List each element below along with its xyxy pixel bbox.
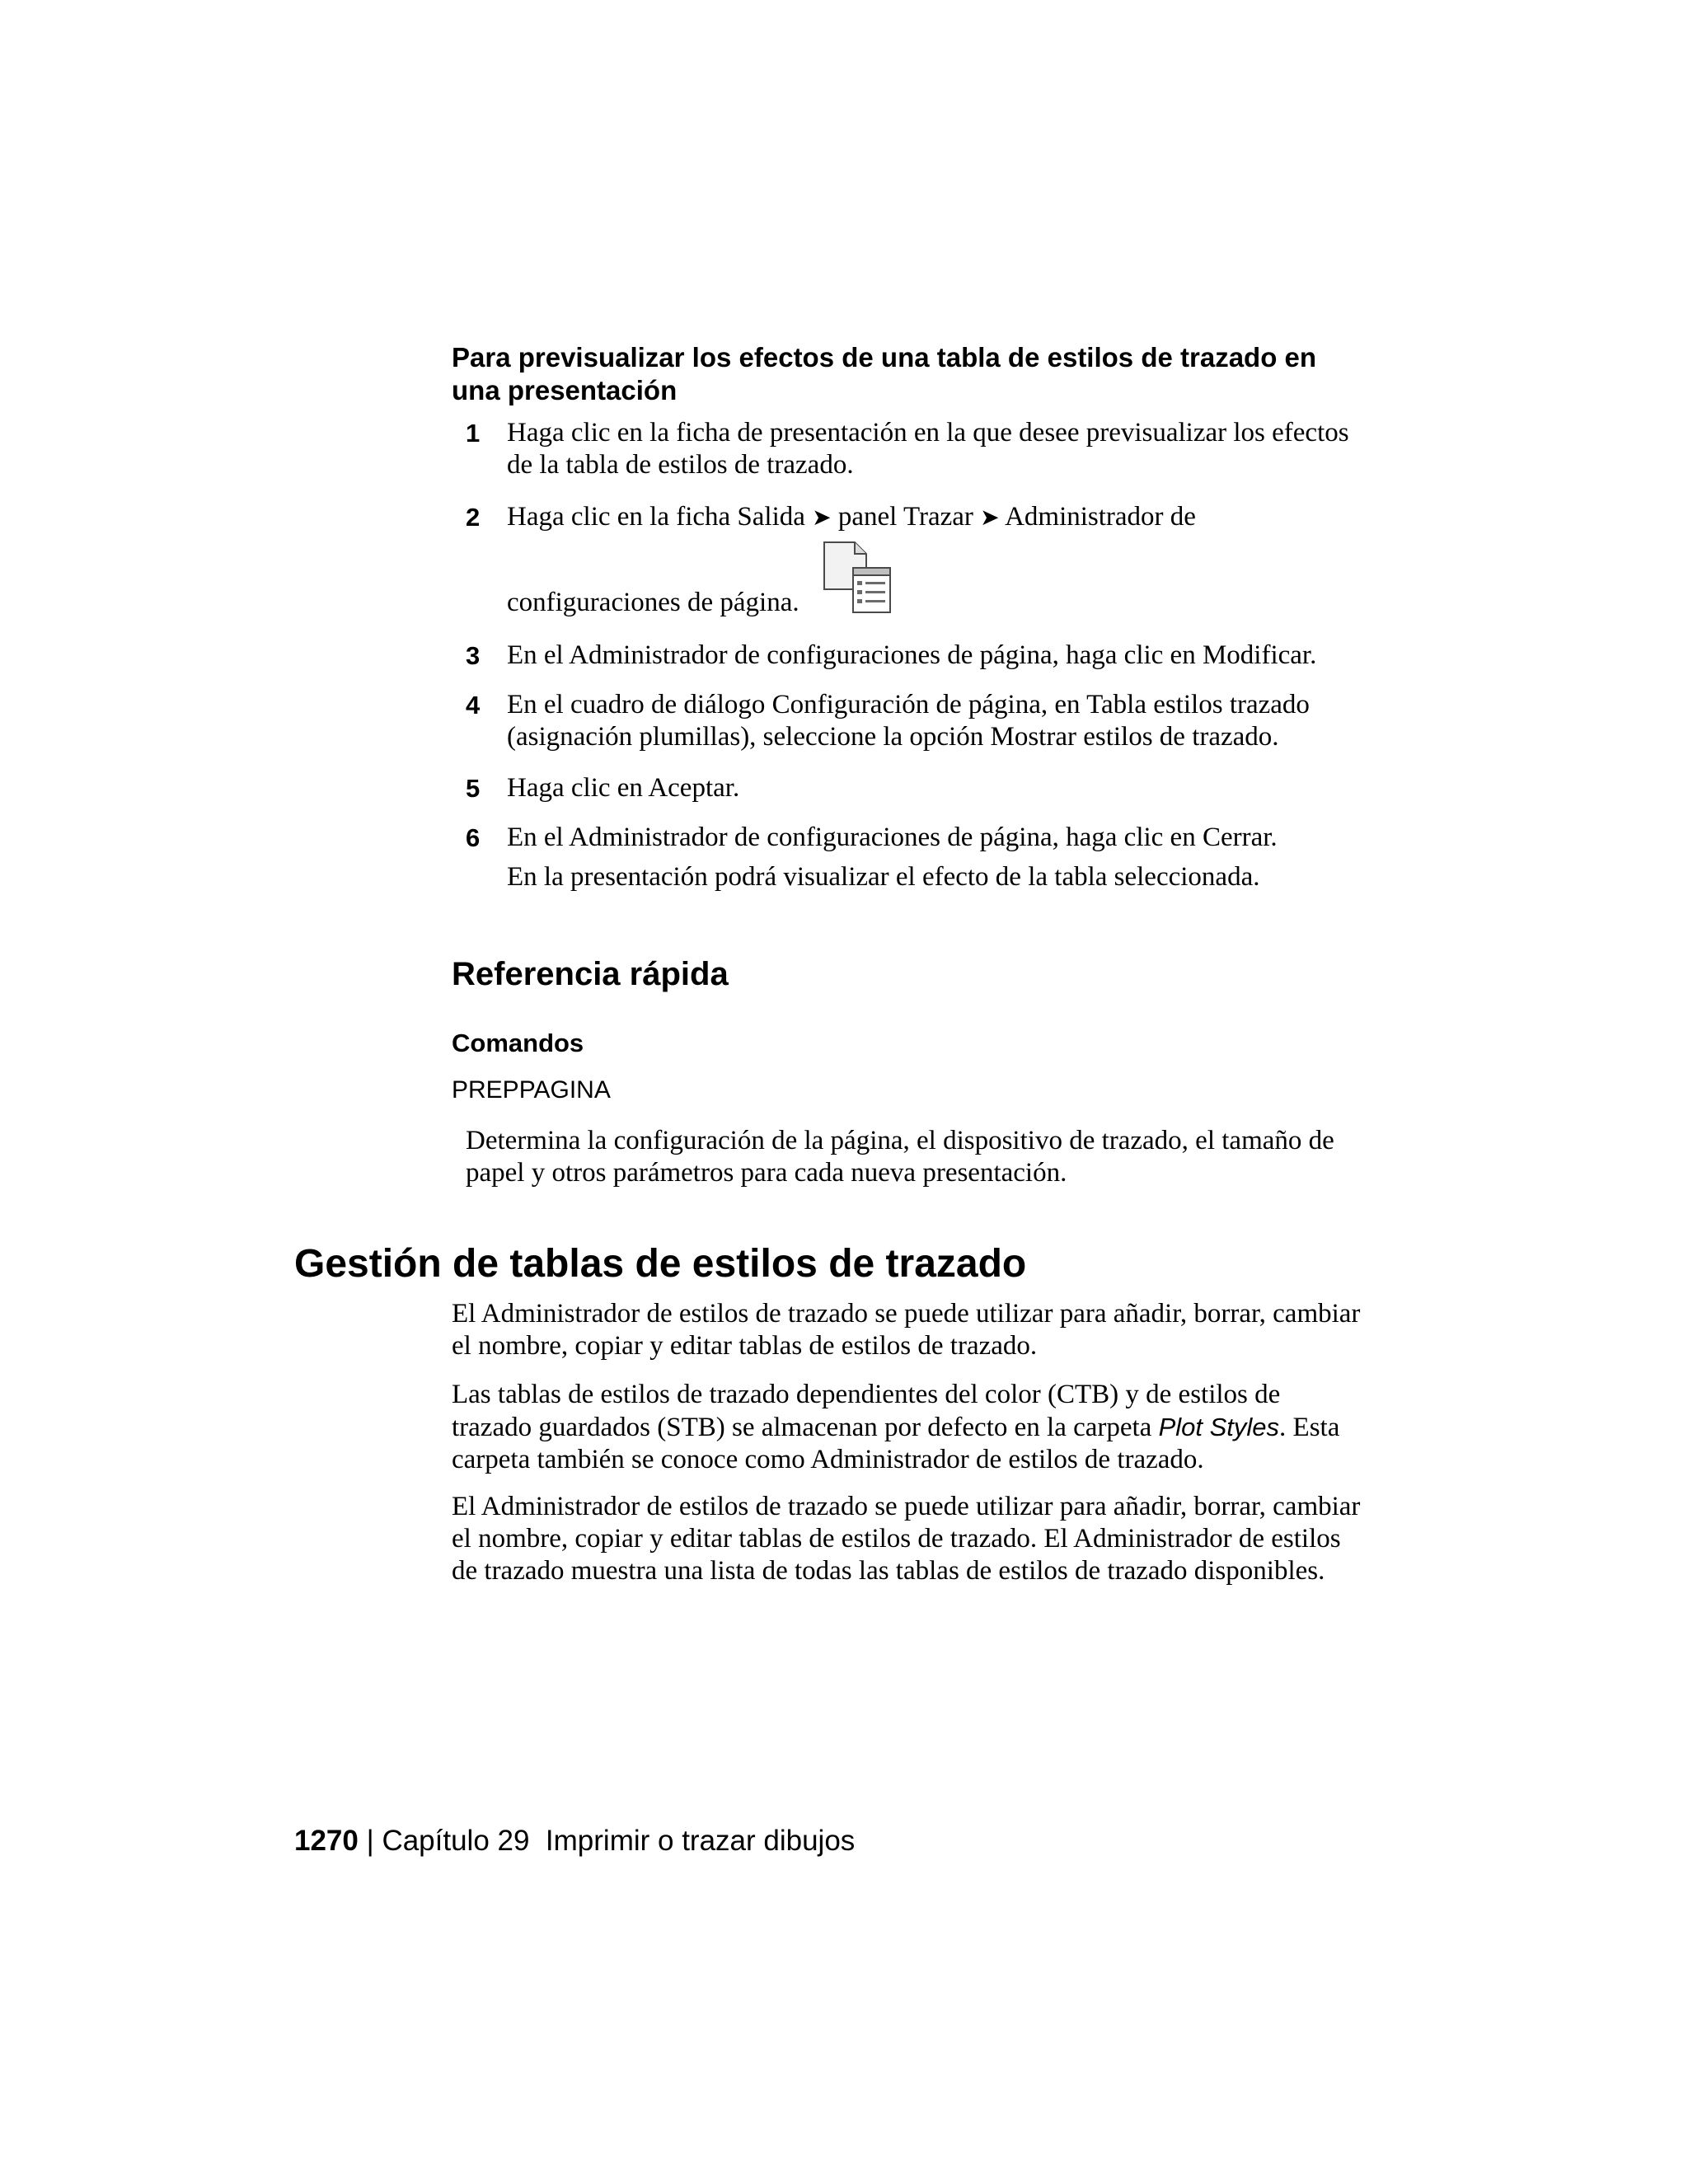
menu-arrow-icon: ➤ (980, 505, 1000, 531)
step-result: En la presentación podrá visualizar el efecto de la tabla seleccionada. (507, 862, 1260, 892)
chapter-label: Capítulo 29 (382, 1825, 530, 1857)
step-text: En el Administrador de configuraciones de página, haga clic en Cerrar. (507, 823, 1278, 852)
step-number: 1 (466, 419, 481, 448)
step-text: panel Trazar (837, 502, 973, 532)
commands-heading: Comandos (452, 1029, 584, 1057)
paragraph: El Administrador de estilos de trazado se puede utilizar para añadir, borrar, cambiar el nombre, copiar y editar tablas de estilos de trazado. El Administrador de estilos de trazado muestra una lista de todas las tablas de estilos de trazado disponibles. (452, 1492, 1361, 1586)
page-setup-manager-icon (820, 540, 894, 614)
menu-arrow-icon: ➤ (812, 505, 832, 531)
command-description: Determina la configuración de la página, el dispositivo de trazado, el tamaño de papel y otros parámetros para cada nueva presentación. (466, 1126, 1334, 1188)
chapter-title: Imprimir o trazar dibujos (545, 1825, 856, 1857)
step-text: Haga clic en la ficha de presentación en la que desee previsualizar los efectos de la tabla de estilos de trazado. (507, 418, 1349, 480)
step-text: Haga clic en la ficha Salida (507, 502, 805, 532)
step-number: 6 (466, 823, 481, 852)
footer-separator: | (366, 1825, 374, 1857)
page-number: 1270 (294, 1825, 359, 1857)
section-heading: Gestión de tablas de estilos de trazado (294, 1242, 1027, 1286)
step-number: 5 (466, 774, 481, 803)
step-number: 2 (466, 503, 481, 532)
command-name: PREPPAGINA (452, 1076, 611, 1104)
step-text: configuraciones de página. (507, 588, 799, 617)
step-text: En el cuadro de diálogo Configuración de página, en Tabla estilos trazado (asignación plumillas), seleccione la opción Mostrar estilos de trazado. (507, 690, 1310, 752)
paragraph: El Administrador de estilos de trazado se puede utilizar para añadir, borrar, cambiar el nombre, copiar y editar tablas de estilos de trazado. (452, 1299, 1361, 1361)
quick-reference-heading: Referencia rápida (452, 956, 729, 992)
folder-name: Plot Styles (1158, 1413, 1280, 1441)
page-footer (294, 1825, 855, 1858)
paragraph: Las tablas de estilos de trazado dependientes del color (CTB) y de estilos de trazado guardados (STB) se almacenan por defecto en la carpeta Plot Styles. Esta carpeta también se conoce como Administrador de estilos de trazado. (452, 1380, 1340, 1474)
step-text: En el Administrador de configuraciones de página, haga clic en Modificar. (507, 640, 1317, 670)
step-number: 3 (466, 641, 481, 670)
step-text: Haga clic en Aceptar. (507, 773, 740, 803)
procedure-title: Para previsualizar los efectos de una tabla de estilos de trazado en una presentación (452, 342, 1317, 405)
step-text: Administrador de (1005, 502, 1196, 532)
step-number: 4 (466, 691, 481, 719)
